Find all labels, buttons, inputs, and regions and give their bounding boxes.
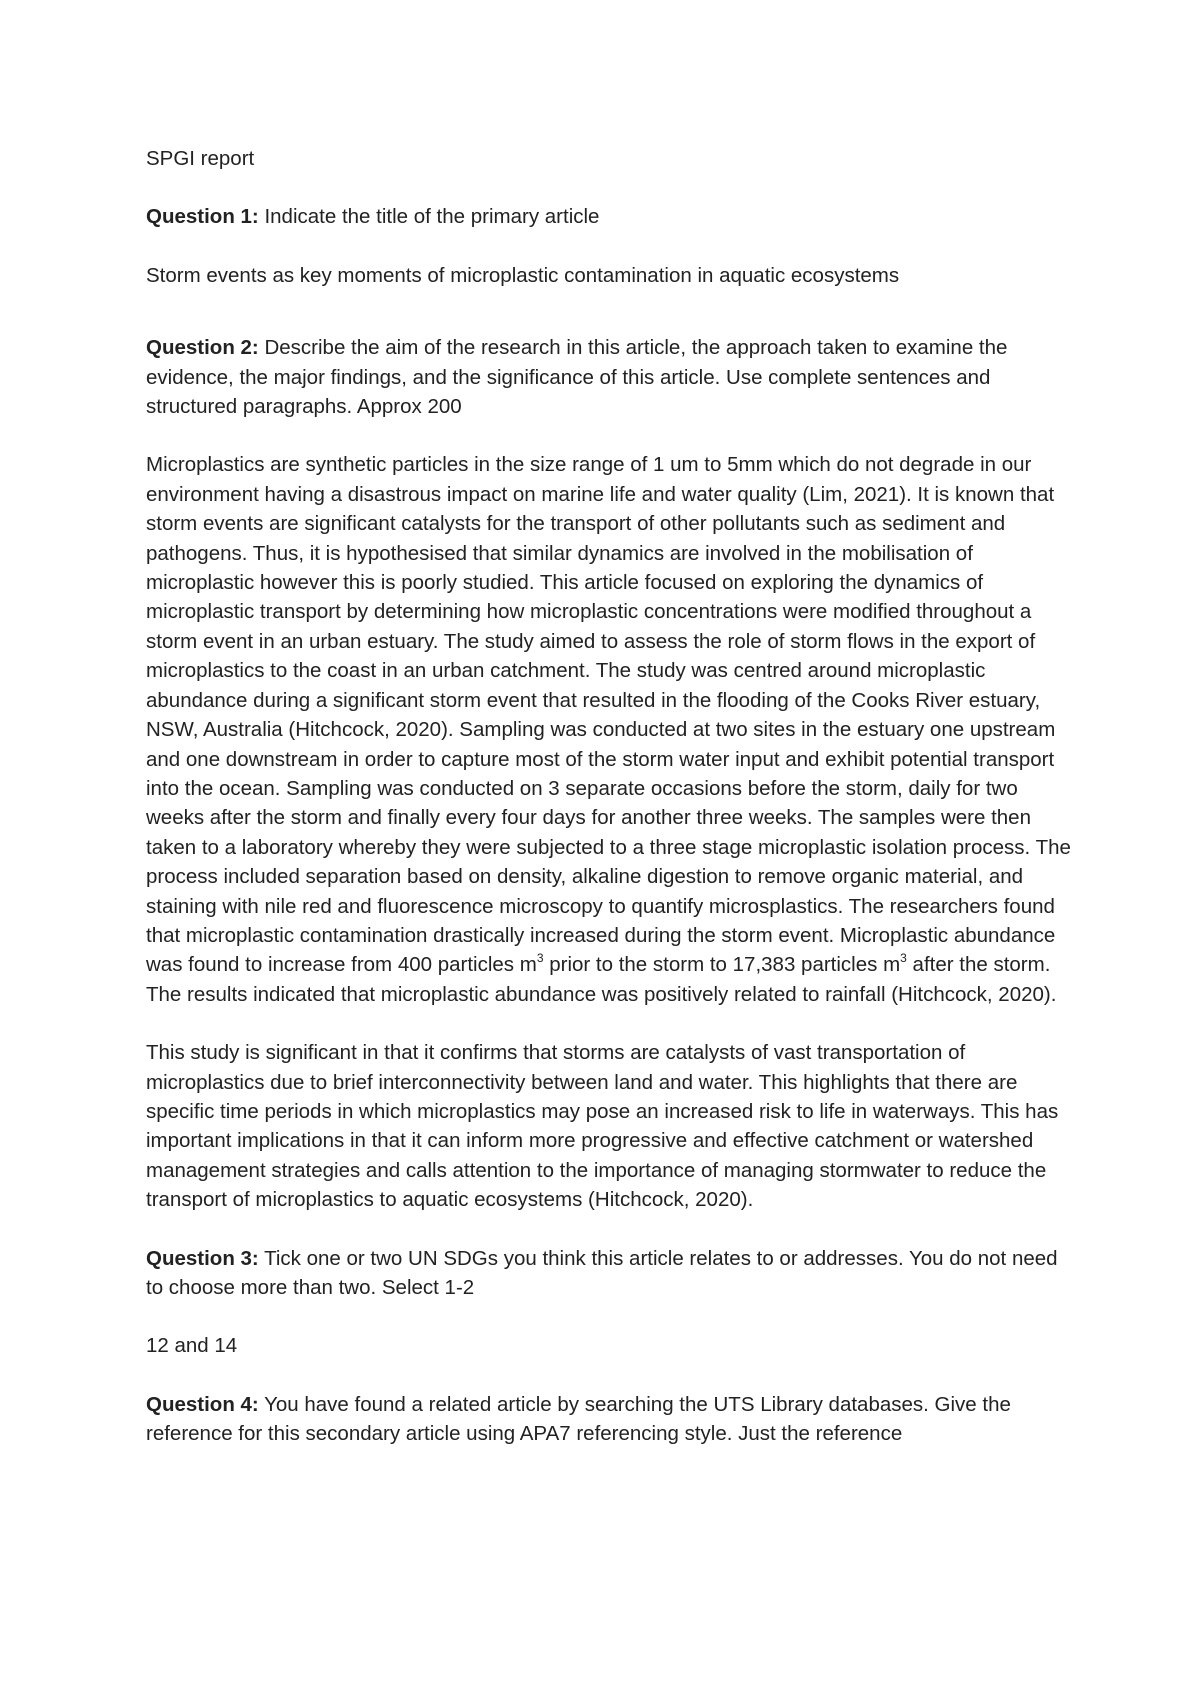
question-1-answer: Storm events as key moments of microplastic contamination in aquatic ecosystems (146, 263, 900, 287)
question-3-answer: 12 and 14 (146, 1334, 238, 1358)
question-4-label: Question 4: (146, 1392, 259, 1416)
question-3-prompt (146, 1244, 1076, 1303)
paragraph-1-text-c: after the storm. The results indicated that microplastic abundance was positively related to rainfall (Hitchcock, 2020). (146, 953, 1057, 1006)
question-2-text: Describe the aim of the research in this article, the approach taken to examine the evidence, the major findings, and the significance of this article. Use complete sentences and structured paragraphs. Approx 200 (146, 336, 1008, 419)
superscript-3-b: 3 (900, 950, 907, 965)
question-2-answer-paragraph-1 (146, 450, 1076, 1009)
question-1-prompt (146, 202, 1076, 231)
document-title: SPGI report (146, 147, 255, 170)
question-2-label: Question 2: (146, 336, 259, 360)
question-4-prompt (146, 1390, 1076, 1449)
paragraph-1-text-a: Microplastics are synthetic particles in the size range of 1 um to 5mm which do not degrade in our environment having a disastrous impact on marine life and water quality (Lim, 2021). It is known that storm events are significant catalysts for the transport of other pollutants such as sediment and pathogens. Thus, it is hypothesised that similar dynamics are involved in the mobilisation of microplastic however this is poorly studied. This article focused on exploring the dynamics of microplastic transport by determining how microplastic concentrations were modified throughout a storm event in an urban estuary. The study aimed to assess the role of storm flows in the export of microplastics to the coast in an urban catchment. The study was centred around microplastic abundance during a significant storm event that resulted in the flooding of the Cooks River estuary, NSW, Australia (Hitchcock, 2020). Sampling was conducted at two sites in the estuary one upstream and one downstream in order to capture most of the storm water input and exhibit potential transport into the ocean. Sampling was conducted on 3 separate occasions before the storm, daily for two weeks after the storm and finally every four days for another three weeks. The samples were then taken to a laboratory whereby they were subjected to a three stage microplastic isolation process. The process included separation based on density, alkaline digestion to remove organic material, and staining with nile red and fluorescence microscopy to quantify microsplastics. The researchers found that microplastic contamination drastically increased during the storm event. Microplastic abundance was found to increase from 400 particles m (146, 453, 1071, 977)
question-3-label: Question 3: (146, 1246, 259, 1270)
question-2-prompt (146, 333, 1076, 421)
paragraph-1-text-b: prior to the storm to 17,383 particles m (543, 953, 901, 977)
document-body (146, 144, 1076, 1449)
question-4-text: You have found a related article by searching the UTS Library databases. Give the reference for this secondary article using APA7 referencing style. Just the reference (146, 1392, 1011, 1446)
question-1-label: Question 1: (146, 205, 259, 229)
question-1-text: Indicate the title of the primary article (258, 205, 600, 229)
superscript-3-a: 3 (536, 950, 544, 965)
question-3-text: Tick one or two UN SDGs you think this article relates to or addresses. You do not need to choose more than two. Select 1-2 (146, 1246, 1058, 1299)
question-2-answer-paragraph-2: This study is significant in that it confirms that storms are catalysts of vast transportation of microplastics due to brief interconnectivity between land and water. This highlights that there are specific time periods in which microplastics may pose an increased risk to life in waterways. This has important implications in that it can inform more progressive and effective catchment or watershed management strategies and calls attention to the importance of managing stormwater to reduce the transport of microplastics to aquatic ecosystems (Hitchcock, 2020). (146, 1041, 1059, 1212)
